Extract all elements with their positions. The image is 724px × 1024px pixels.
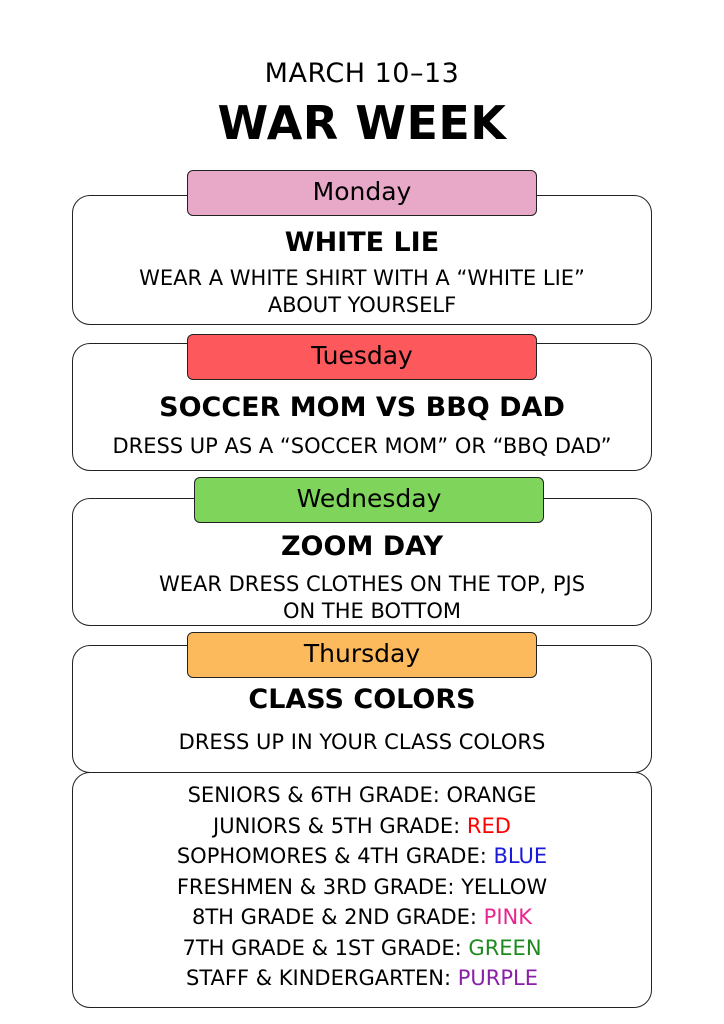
class-group: JUNIORS & 5TH GRADE: [213, 813, 467, 838]
description-line: ABOUT YOURSELF [267, 293, 457, 317]
class-color-row [72, 872, 652, 903]
class-color-row [72, 841, 652, 872]
class-group: SENIORS & 6TH GRADE: [187, 783, 447, 807]
wednesday-theme: ZOOM DAY [280, 531, 444, 562]
class-color-value: PINK [483, 905, 533, 929]
thursday-description [72, 729, 652, 756]
class-color-row [72, 933, 652, 964]
day-label: Tuesday [311, 341, 413, 370]
thursday-theme: CLASS COLORS [248, 684, 476, 715]
class-color-row [72, 963, 652, 994]
thursday-tab [187, 632, 537, 678]
event-dates: MARCH 10–13 [264, 58, 460, 89]
class-group: FRESHMEN & 3RD GRADE: [176, 874, 462, 899]
class-color-value: YELLOW [461, 874, 548, 899]
tuesday-description [72, 433, 652, 460]
day-label: Thursday [303, 639, 421, 668]
description-line: DRESS UP IN YOUR CLASS COLORS [178, 730, 546, 754]
class-colors-list [72, 780, 652, 994]
description-line: WEAR DRESS CLOTHES ON THE TOP, PJS [158, 572, 586, 596]
class-group: 8TH GRADE & 2ND GRADE: [191, 905, 484, 929]
monday-description [72, 265, 652, 319]
class-color-row [72, 902, 652, 933]
day-label: Wednesday [296, 484, 442, 513]
description-line: DRESS UP AS A “SOCCER MOM” OR “BBQ DAD” [112, 434, 612, 458]
monday-theme: WHITE LIE [284, 227, 440, 258]
class-color-value: GREEN [468, 935, 542, 960]
class-group: 7TH GRADE & 1ST GRADE: [182, 935, 469, 960]
tuesday-tab [187, 334, 537, 380]
wednesday-tab [194, 477, 544, 523]
class-color-value: RED [466, 813, 511, 838]
class-color-value: PURPLE [457, 966, 538, 990]
day-label: Monday [312, 177, 412, 206]
class-color-value: ORANGE [446, 783, 537, 807]
wednesday-description [82, 571, 662, 625]
page-title: WAR WEEK [217, 96, 507, 150]
class-color-row [72, 780, 652, 811]
class-color-row [72, 811, 652, 842]
monday-tab [187, 170, 537, 216]
description-line: ON THE BOTTOM [283, 599, 461, 623]
class-color-value: BLUE [493, 844, 548, 868]
tuesday-theme: SOCCER MOM VS BBQ DAD [159, 392, 565, 423]
class-group: STAFF & KINDERGARTEN: [185, 966, 458, 990]
class-group: SOPHOMORES & 4TH GRADE: [176, 844, 494, 868]
description-line: WEAR A WHITE SHIRT WITH A “WHITE LIE” [139, 266, 585, 290]
